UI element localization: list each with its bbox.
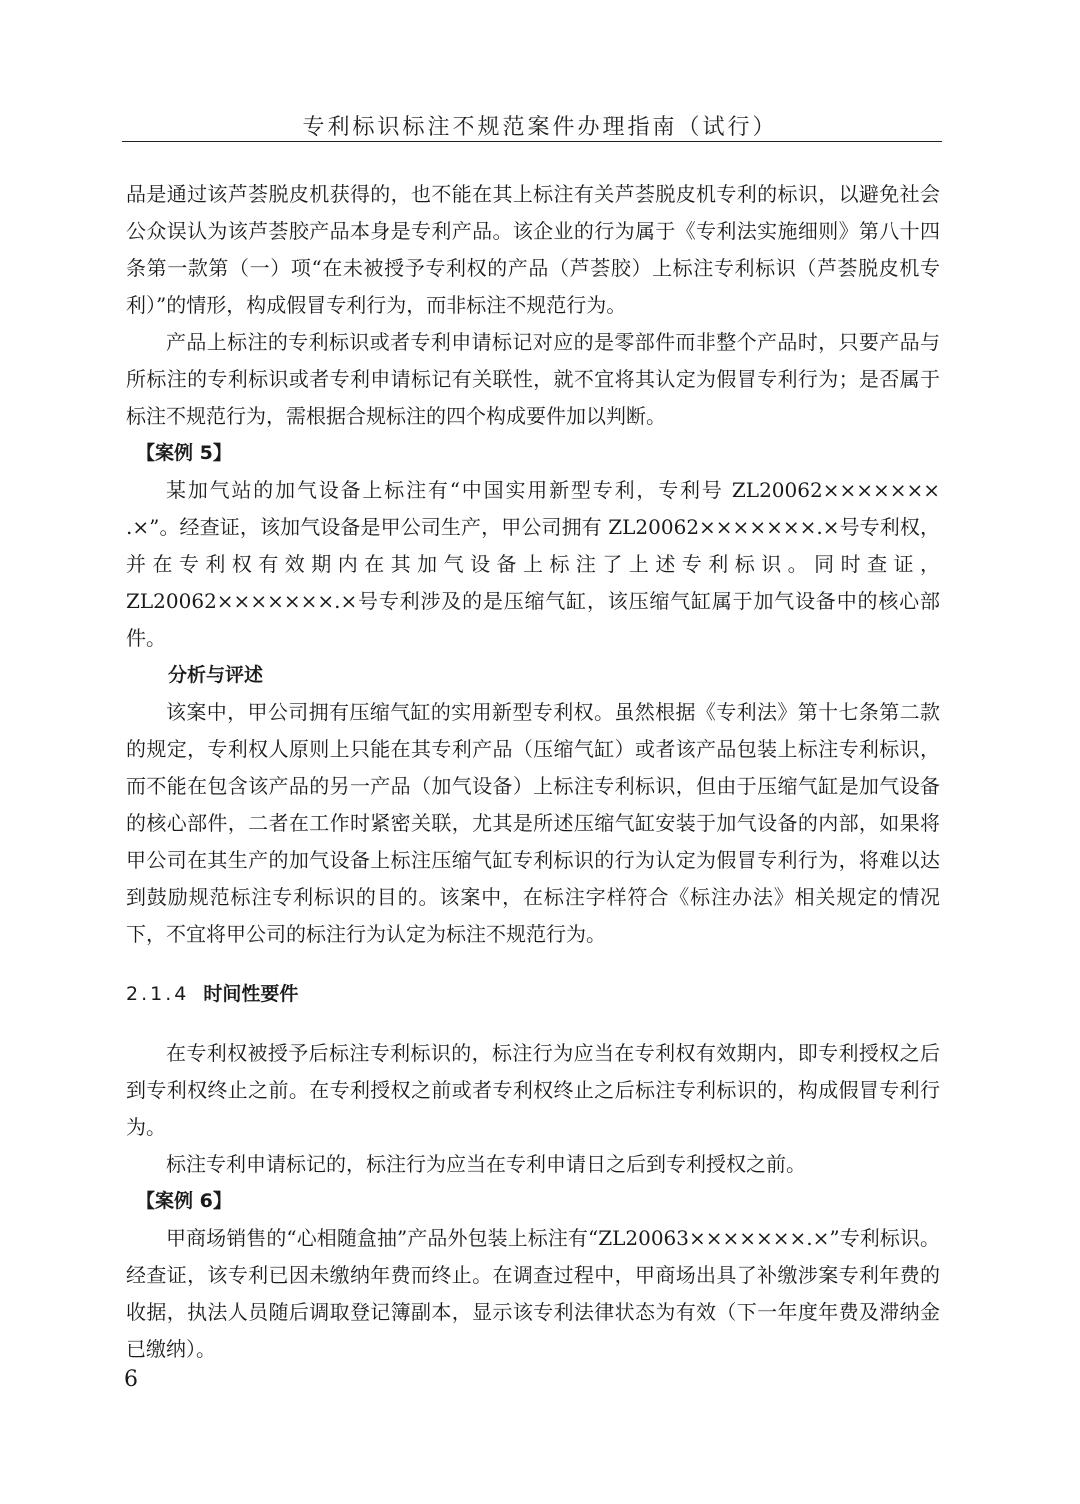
paragraph: 在专利权被授予后标注专利标识的，标注行为应当在专利权有效期内，即专利授权之后到专利权终止之前。在专利授权之前或者专利权终止之后标注专利标识的，构成假冒专利行为。: [126, 1041, 940, 1139]
paragraph: 甲商场销售的“心相随盒抽”产品外包装上标注有“ZL20063×××××××.×”专利标识。经查证，该专利已因未缴纳年费而终止。在调查过程中，甲商场出具了补缴涉案专利年费的收据，执法人员随后调取登记簿副本，显示该专利法律状态为有效（下一年度年费及滞纳金已缴纳）。: [126, 1226, 940, 1361]
section-title: 时间性要件: [203, 983, 299, 1005]
page-body: [126, 176, 940, 1368]
analysis-heading: 分析与评述: [168, 664, 264, 686]
page-number: 6: [124, 1367, 138, 1392]
paragraph: 产品上标注的专利标识或者专利申请标记对应的是零部件而非整个产品时，只要产品与所标注的专利标识或者专利申请标记有关联性，就不宜将其认定为假冒专利行为；是否属于标注不规范行为，需根据合规标注的四个构成要件加以判断。: [126, 330, 940, 428]
paragraph: 某加气站的加气设备上标注有“中国实用新型专利，专利号 ZL20062××××××× .×”。经查证，该加气设备是甲公司生产，甲公司拥有 ZL20062×××××××.×号专利权，并在专利权有效期内在其加气设备上标注了上述专利标识。同时查证，ZL20062×××××××.×号专利涉及的是压缩气缸，该压缩气缸属于加气设备中的核心部件。: [126, 478, 940, 650]
running-header: 专利标识标注不规范案件办理指南（试行）: [302, 115, 778, 140]
paragraph: 品是通过该芦荟脱皮机获得的，也不能在其上标注有关芦荟脱皮机专利的标识，以避免社会公众误认为该芦荟胶产品本身是专利产品。该企业的行为属于《专利法实施细则》第八十四条第一款第（一）项“在未被授予专利权的产品（芦荟胶）上标注专利标识（芦荟脱皮机专利）”的情形，构成假冒专利行为，而非标注不规范行为。: [126, 182, 940, 317]
case-heading: 【案例 6】: [136, 1190, 232, 1212]
section-number: 2.1.4: [126, 983, 190, 1005]
paragraph: 标注专利申请标记的，标注行为应当在专利申请日之后到专利授权之前。: [166, 1152, 806, 1176]
paragraph: 该案中，甲公司拥有压缩气缸的实用新型专利权。虽然根据《专利法》第十七条第二款的规定，专利权人原则上只能在其专利产品（压缩气缸）或者该产品包装上标注专利标识，而不能在包含该产品的另一产品（加气设备）上标注专利标识，但由于压缩气缸是加气设备的核心部件，二者在工作时紧密关联，尤其是所述压缩气缸安装于加气设备的内部，如果将甲公司在其生产的加气设备上标注压缩气缸专利标识的行为认定为假冒专利行为，将难以达到鼓励规范标注专利标识的目的。该案中，在标注字样符合《标注办法》相关规定的情况下，不宜将甲公司的标注行为认定为标注不规范行为。: [126, 700, 940, 946]
header-divider: [122, 141, 942, 142]
case-heading: 【案例 5】: [136, 442, 232, 464]
section-heading: [126, 976, 940, 1013]
